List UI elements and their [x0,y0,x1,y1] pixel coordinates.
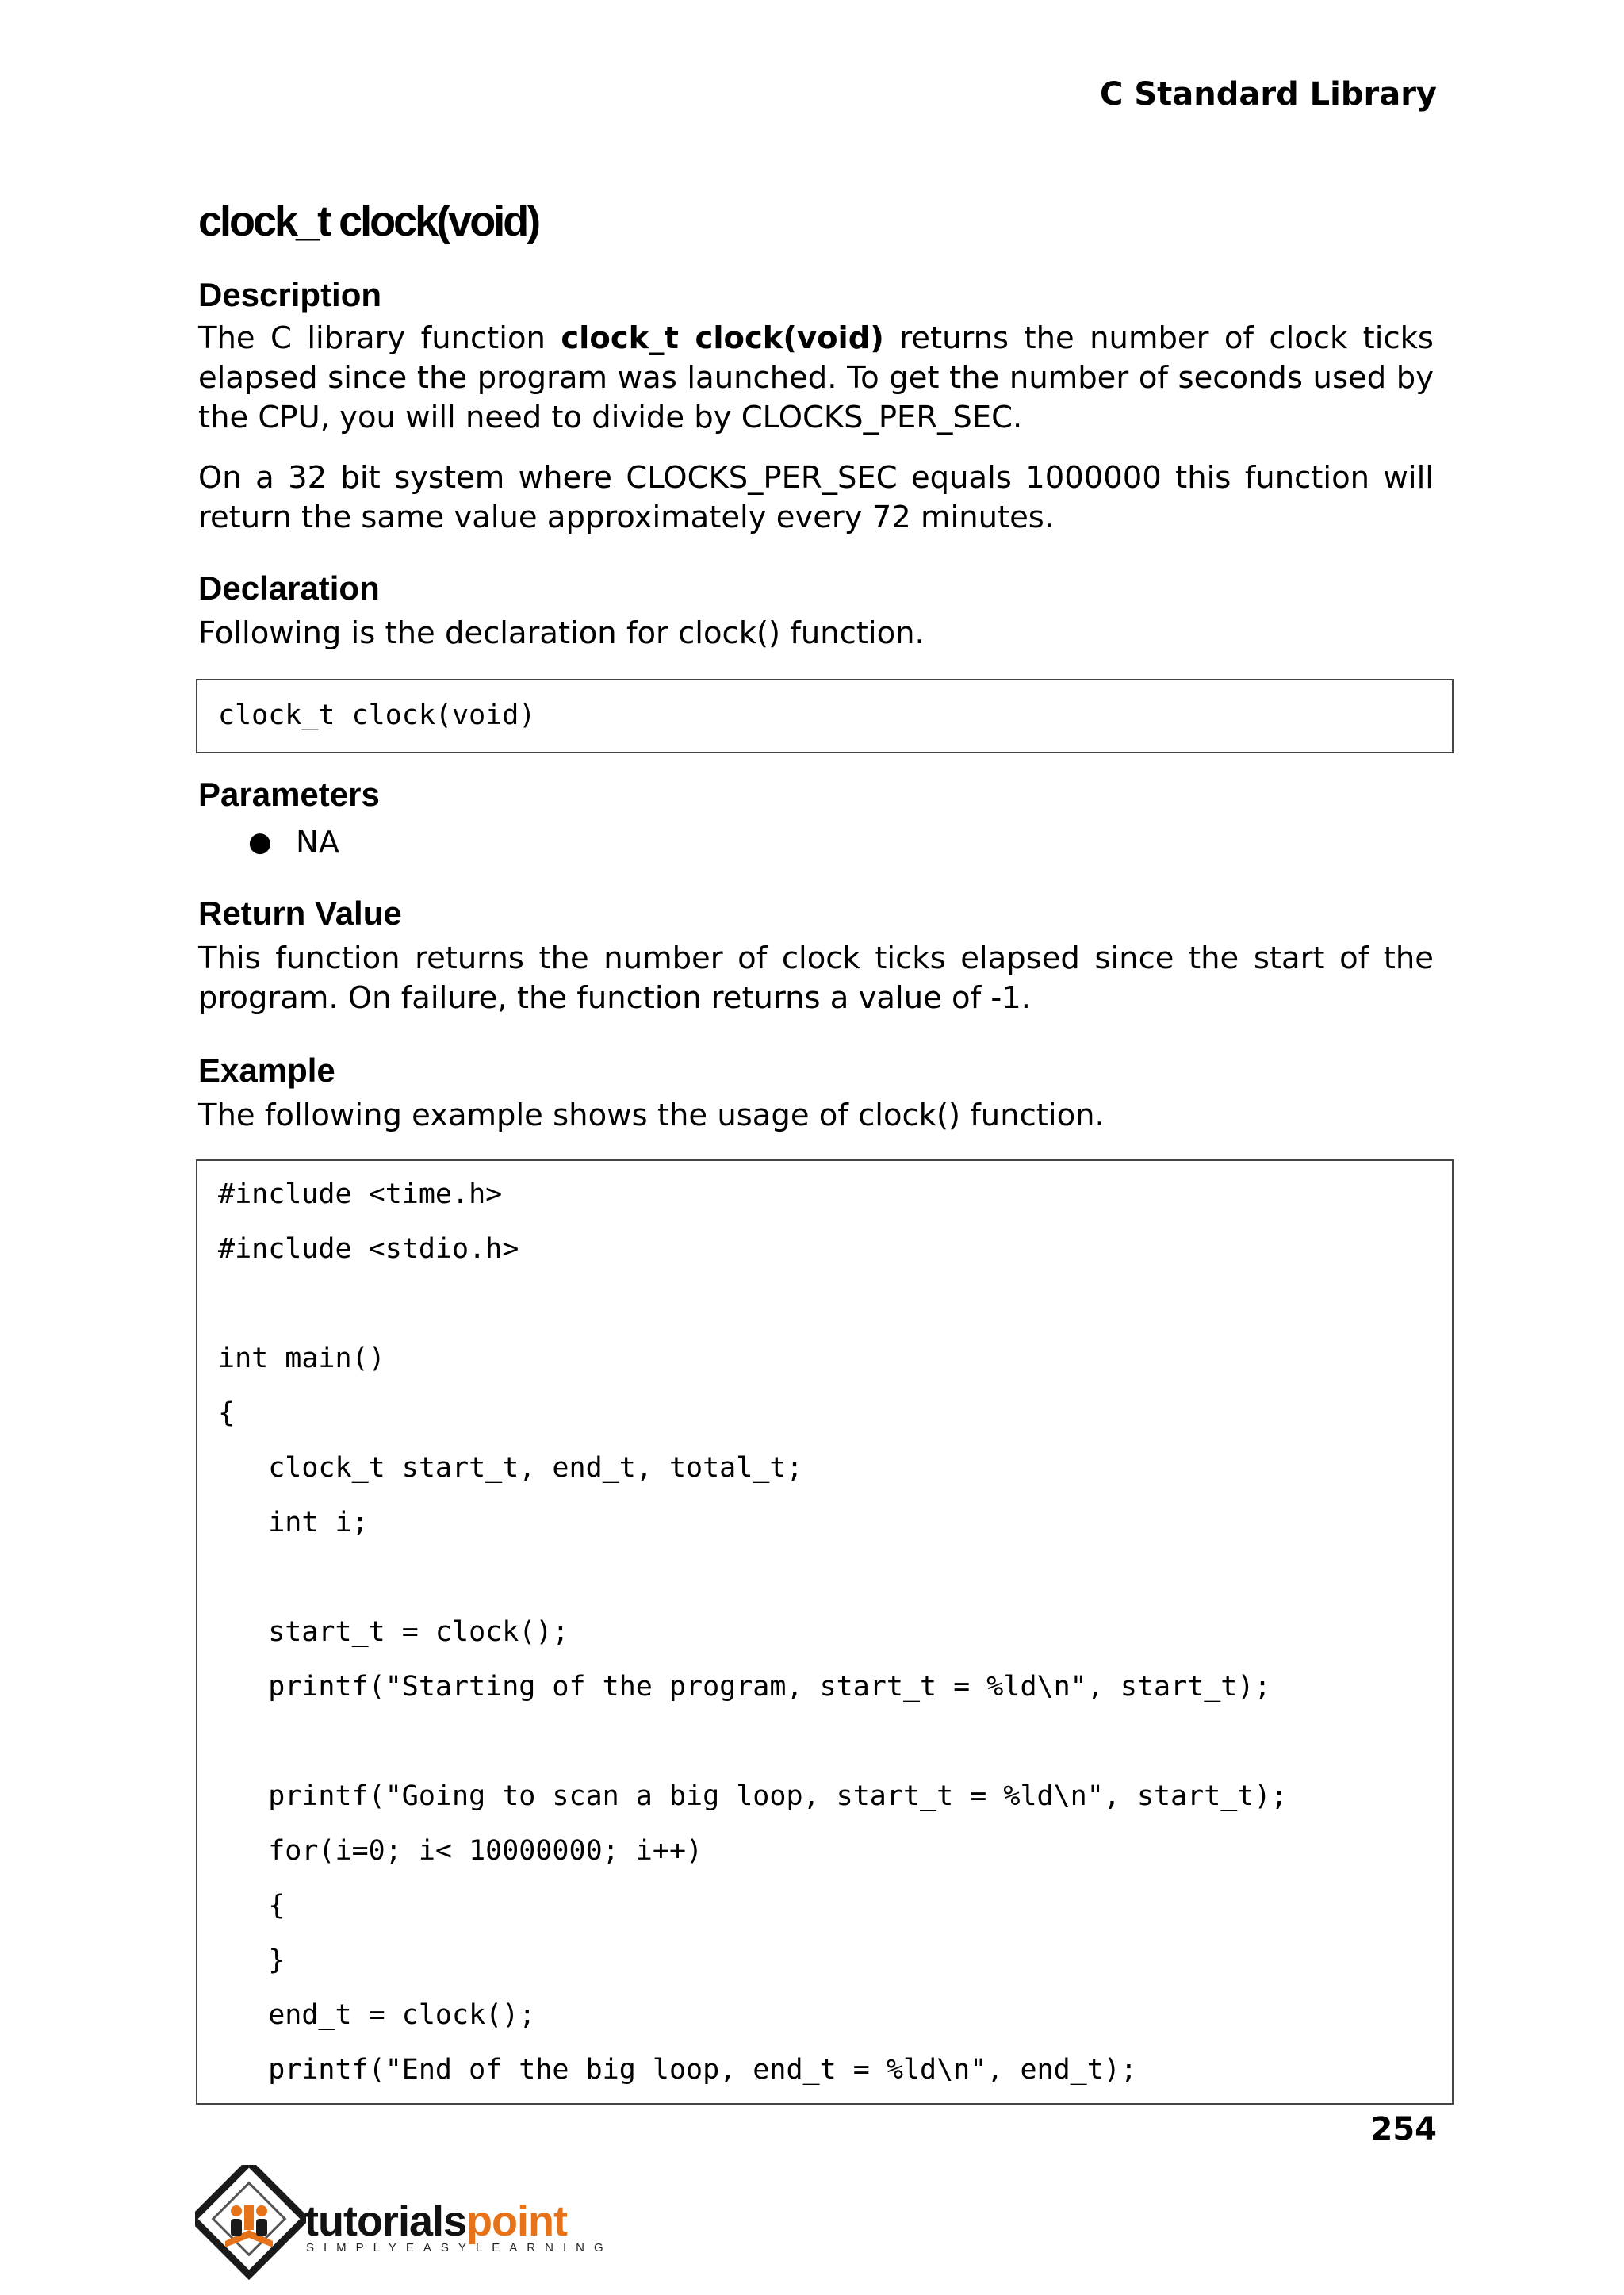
description-paragraph-2: On a 32 bit system where CLOCKS_PER_SEC equals 1000000 this function will return the same value approximately every 72 minutes. [198,460,1434,535]
return-value-text: This function returns the number of clock ticks elapsed since the start of the program. On failure, the function returns a value of -1. [198,941,1434,1016]
example-code-box [196,1159,1454,2105]
example-heading: Example [198,1052,335,1089]
code-line: } [218,1944,285,1976]
parameter-item: NA [296,825,340,860]
declaration-code-box [196,679,1454,753]
code-line: int i; [218,1507,369,1538]
code-line: end_t = clock(); [218,1999,536,2031]
logo-tagline: SIMPLYEASYLEARNING [306,2241,613,2255]
logo-wordmark-part1: tutorials [304,2197,467,2245]
logo-emblem-icon [195,2165,306,2284]
code-line: int main() [218,1343,385,1374]
return-value-heading: Return Value [198,895,402,932]
description-paragraph-1 [198,319,1434,438]
description-function-name: clock_t clock(void) [561,320,884,356]
code-line: printf("Starting of the program, start_t = %ld\n", start_t); [218,1671,1271,1703]
code-line: #include <time.h> [218,1178,503,1210]
code-line: #include <stdio.h> [218,1233,519,1265]
description-text-after: returns the number of clock ticks elapsed since the program was launched. To get the number of seconds used by the CPU, you will need to divide by CLOCKS_PER_SEC. [198,320,1434,435]
running-header: C Standard Library [1100,76,1437,113]
tutorialspoint-logo [195,2165,613,2284]
code-line: { [218,1397,236,1429]
declaration-code: clock_t clock(void) [218,699,536,731]
description-heading: Description [198,276,382,313]
logo-wordmark [304,2197,567,2246]
declaration-text: Following is the declaration for clock() function. [198,615,925,651]
code-line: printf("End of the big loop, end_t = %ld\n", end_t); [218,2054,1137,2086]
parameters-heading: Parameters [198,776,380,813]
description-text-before: The C library function [198,320,546,356]
declaration-heading: Declaration [198,569,380,607]
code-line: printf("Going to scan a big loop, start_t = %ld\n", start_t); [218,1780,1288,1812]
page-title: clock_t clock(void) [198,197,539,245]
bullet-icon: ● [248,826,272,858]
page-number: 254 [1370,2111,1437,2147]
code-line: clock_t start_t, end_t, total_t; [218,1452,803,1484]
logo-wordmark-part2: point [466,2197,567,2245]
example-text: The following example shows the usage of clock() function. [198,1098,1105,1133]
code-line: { [218,1890,285,1921]
code-line: for(i=0; i< 10000000; i++) [218,1835,703,1867]
code-line: start_t = clock(); [218,1616,569,1648]
